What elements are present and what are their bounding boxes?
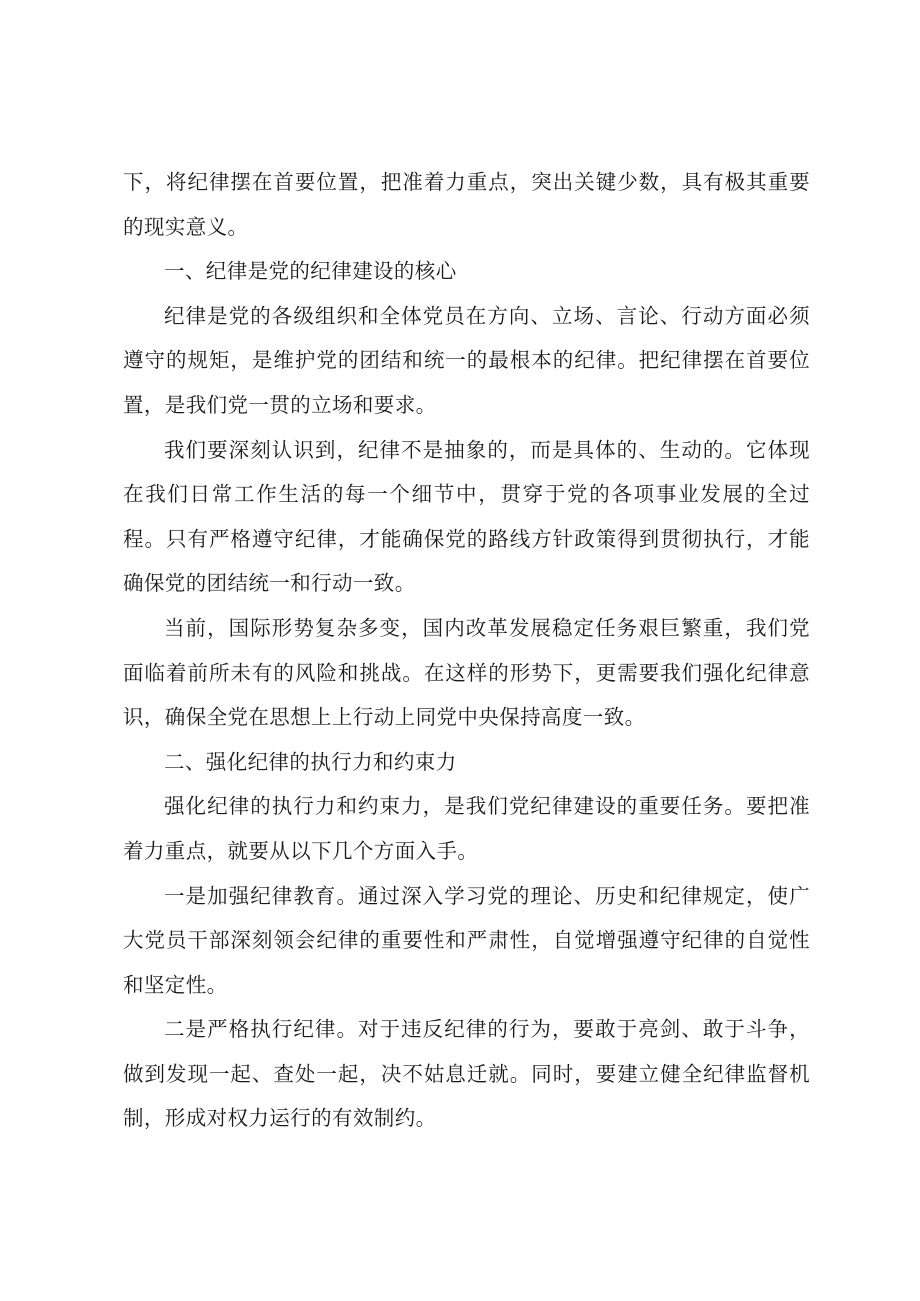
paragraph: 我们要深刻认识到，纪律不是抽象的，而是具体的、生动的。它体现在我们日常工作生活的每一个细节中，贯穿于党的各项事业发展的全过程。只有严格遵守纪律，才能确保党的路线方针政策得到贯彻执行，才能确保党的团结统一和行动一致。 bbox=[123, 437, 810, 596]
section-heading-1: 一、纪律是党的纪律建设的核心 bbox=[164, 259, 457, 284]
paragraph: 纪律是党的各级组织和全体党员在方向、立场、言论、行动方面必须遵守的规矩，是维护党的团结和统一的最根本的纪律。把纪律摆在首要位置，是我们党一贯的立场和要求。 bbox=[123, 303, 810, 417]
paragraph: 当前，国际形势复杂多变，国内改革发展稳定任务艰巨繁重，我们党面临着前所未有的风险和挑战。在这样的形势下，更需要我们强化纪律意识，确保全党在思想上上行动上同党中央保持高度一致。 bbox=[123, 615, 810, 730]
paragraph: 一是加强纪律教育。通过深入学习党的理论、历史和纪律规定，使广大党员干部深刻领会纪律的重要性和严肃性，自觉增强遵守纪律的自觉性和坚定性。 bbox=[123, 883, 810, 997]
paragraph-continuation: 下，将纪律摆在首要位置，把准着力重点，突出关键少数，具有极其重要的现实意义。 bbox=[123, 170, 810, 239]
section-heading-2: 二、强化纪律的执行力和约束力 bbox=[164, 749, 457, 774]
paragraph: 二是严格执行纪律。对于违反纪律的行为，要敢于亮剑、敢于斗争，做到发现一起、查处一起，决不姑息迁就。同时，要建立健全纪律监督机制，形成对权力运行的有效制约。 bbox=[123, 1017, 810, 1131]
paragraph: 强化纪律的执行力和约束力，是我们党纪律建设的重要任务。要把准着力重点，就要从以下几个方面入手。 bbox=[123, 794, 810, 863]
